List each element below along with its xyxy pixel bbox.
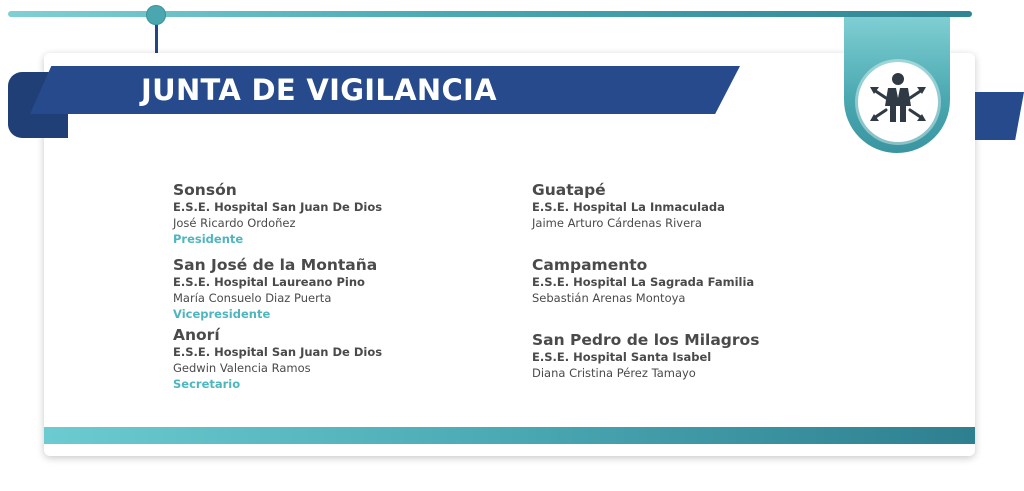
city-name: Sonsón	[173, 181, 237, 199]
city-name: San Pedro de los Milagros	[532, 331, 760, 349]
ribbon-right-tail	[975, 92, 1024, 140]
person-name: Jaime Arturo Cárdenas Rivera	[532, 216, 702, 230]
member-entry	[532, 330, 759, 381]
person-name: Gedwin Valencia Ramos	[173, 361, 311, 375]
hospital-name: E.S.E. Hospital San Juan De Dios	[173, 345, 383, 359]
people-network-icon	[864, 66, 932, 134]
hospital-name: E.S.E. Hospital La Sagrada Familia	[532, 275, 755, 289]
member-entry	[532, 255, 754, 306]
role-label: Vicepresidente	[173, 307, 271, 321]
bottom-bar	[44, 427, 975, 444]
page-title: JUNTA DE VIGILANCIA	[141, 73, 497, 107]
person-name: Sebastián Arenas Montoya	[532, 291, 686, 305]
hospital-name: E.S.E. Hospital San Juan De Dios	[173, 200, 383, 214]
role-label: Secretario	[173, 377, 241, 391]
role-label: Presidente	[173, 232, 244, 246]
city-name: Campamento	[532, 256, 648, 274]
person-name: Diana Cristina Pérez Tamayo	[532, 366, 696, 380]
member-entry	[532, 180, 725, 231]
member-entry	[173, 325, 382, 392]
top-knob	[146, 5, 166, 25]
member-entry	[173, 180, 382, 247]
city-name: Guatapé	[532, 181, 606, 199]
hospital-name: E.S.E. Hospital Santa Isabel	[532, 350, 712, 364]
person-name: José Ricardo Ordoñez	[173, 216, 296, 230]
city-name: Anorí	[173, 326, 220, 344]
person-name: María Consuelo Diaz Puerta	[173, 291, 332, 305]
city-name: San José de la Montaña	[173, 256, 378, 274]
hospital-name: E.S.E. Hospital La Inmaculada	[532, 200, 725, 214]
top-stem	[155, 24, 158, 56]
hospital-name: E.S.E. Hospital Laureano Pino	[173, 275, 365, 289]
member-entry	[173, 255, 377, 322]
